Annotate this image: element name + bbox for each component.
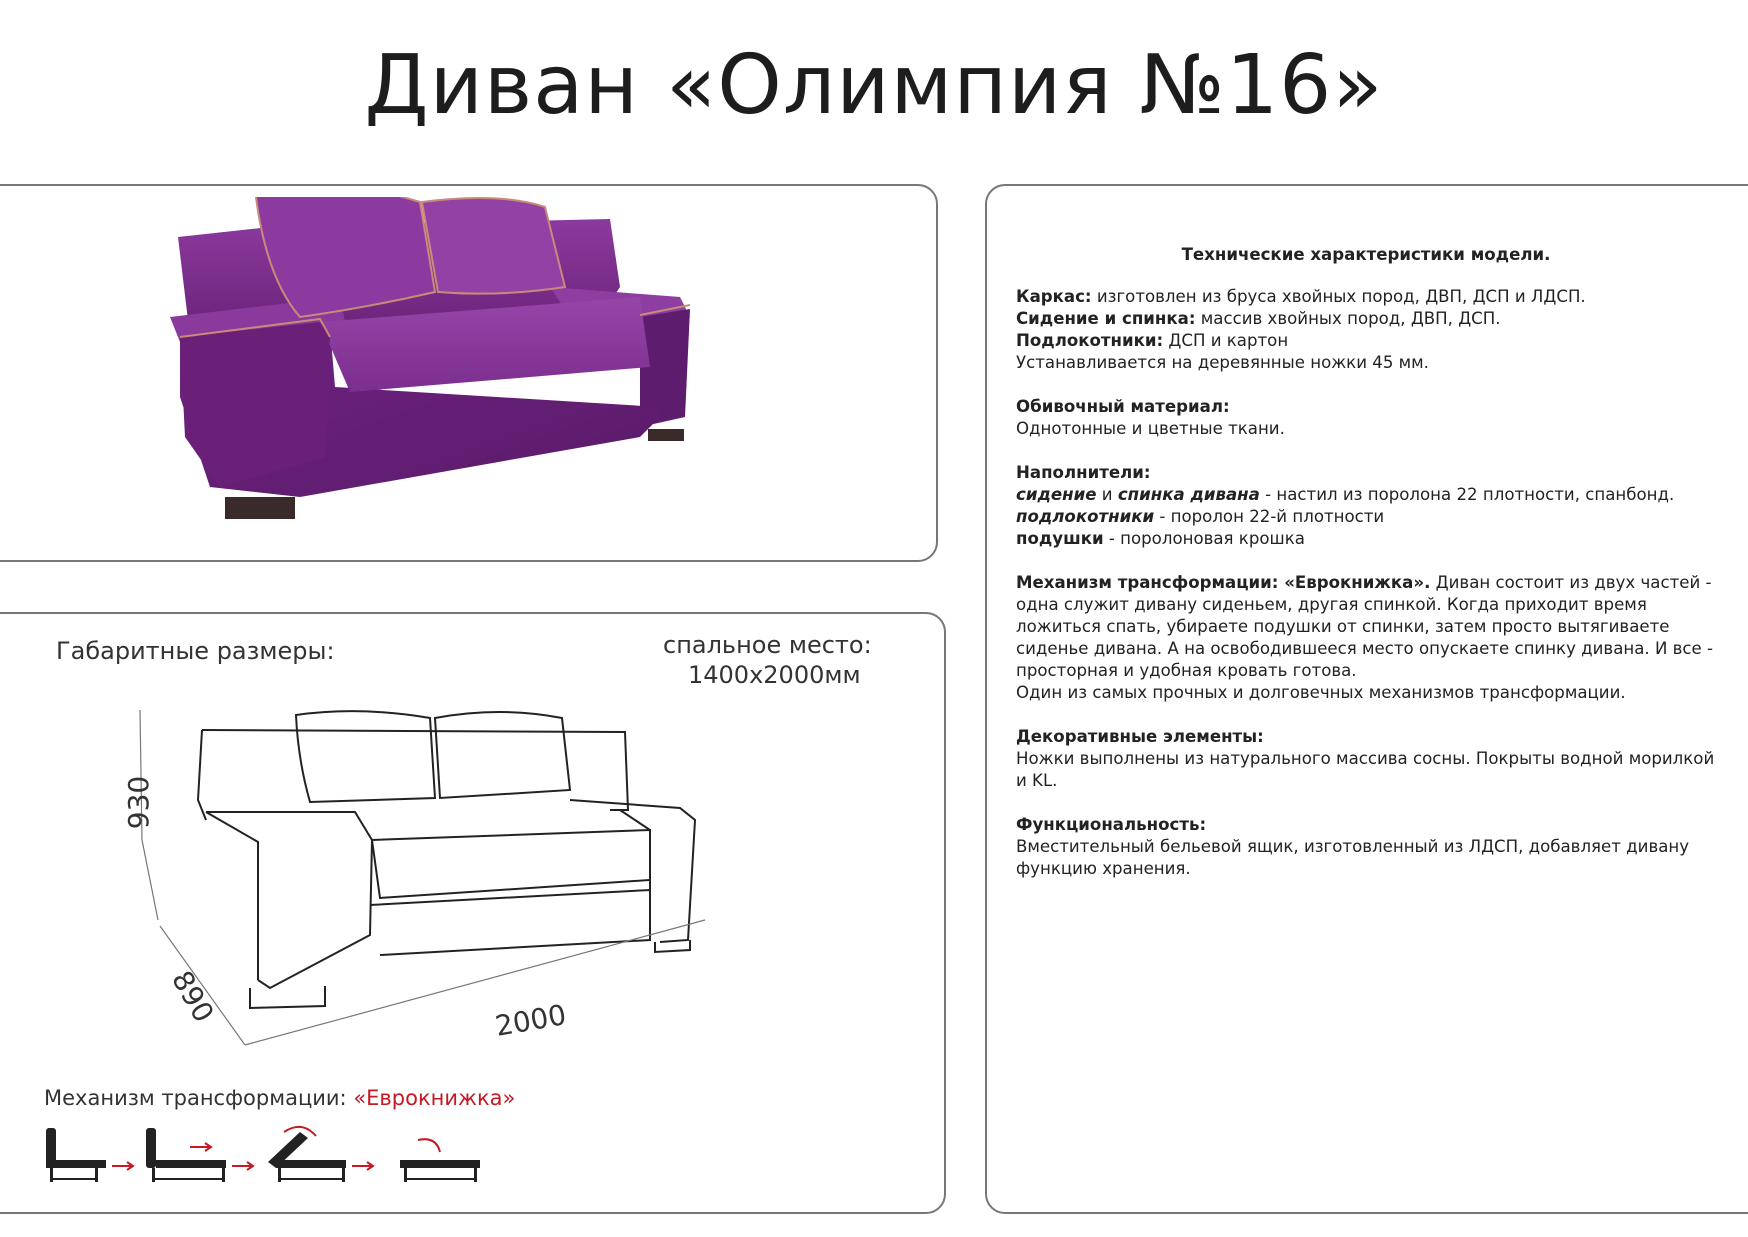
fill-and: и	[1096, 485, 1118, 504]
mechanism-label: Механизм трансформации:	[44, 1086, 347, 1110]
frame-text: изготовлен из бруса хвойных пород, ДВП, ДСП и ЛДСП.	[1091, 287, 1586, 306]
upholstery-label: Обивочный материал:	[1016, 397, 1230, 416]
sleeping-place-label: спальное место:	[663, 631, 872, 659]
fill-seat-a: сидение	[1016, 485, 1097, 504]
fill-arm-text: - поролон 22-й плотности	[1154, 507, 1385, 526]
height-dimension: 930	[122, 775, 156, 830]
armrest-label: Подлокотники:	[1016, 331, 1164, 350]
fill-seat-text: - настил из поролона 22 плотности, спанбонд.	[1259, 485, 1675, 504]
mech-label: Механизм трансформации: «Еврокнижка».	[1016, 573, 1431, 592]
depth-dimension: 890	[165, 965, 221, 1028]
mechanism-steps-diagram	[40, 1122, 500, 1192]
page-title: Диван «Олимпия №16»	[364, 38, 1384, 133]
dimensions-heading: Габаритные размеры:	[56, 637, 335, 665]
specs-fillers-block	[1016, 462, 1716, 550]
mechanism-step-1-icon	[46, 1128, 106, 1182]
seat-label: Сидение и спинка:	[1016, 309, 1196, 328]
fill-arm-label: подлокотники	[1016, 507, 1155, 526]
specs-heading: Технические характеристики модели.	[1181, 245, 1551, 264]
fillers-label: Наполнители:	[1016, 463, 1151, 482]
sofa-photo	[170, 197, 770, 547]
fill-pillow-text: - поролоновая крошка	[1103, 529, 1305, 548]
seat-text: массив хвойных пород, ДВП, ДСП.	[1195, 309, 1501, 328]
specs-upholstery-block	[1016, 396, 1716, 440]
specs-decor-block	[1016, 726, 1716, 792]
mech-text-2: Один из самых прочных и долговечных механизмов трансформации.	[1016, 683, 1626, 702]
mechanism-step-4-icon	[400, 1160, 480, 1182]
frame-label: Каркас:	[1016, 287, 1092, 306]
armrest-text: ДСП и картон	[1163, 331, 1289, 350]
sleeping-place-size: 1400x2000мм	[688, 661, 861, 689]
decor-label: Декоративные элементы:	[1016, 727, 1264, 746]
mechanism-name: «Еврокнижка»	[353, 1086, 516, 1110]
mechanism-step-2-icon	[146, 1128, 226, 1182]
fill-pillow-label: подушки	[1016, 529, 1104, 548]
specs-function-block	[1016, 814, 1716, 880]
upholstery-text: Однотонные и цветные ткани.	[1016, 419, 1285, 438]
func-text: Вместительный бельевой ящик, изготовленный из ЛДСП, добавляет дивану функцию хранения.	[1016, 837, 1690, 878]
specs-mechanism-block	[1016, 572, 1716, 704]
mech-text: Диван состоит из двух частей - одна служит дивану сиденьем, другая спинкой. Когда приходит время ложиться спать, убираете подушки от спинки, затем просто вытягиваете сиденье дивана. А на освободившееся место опускаете спинку дивана. И все - просторная и удобная кровать готова.	[1016, 573, 1714, 680]
mechanism-step-3-icon	[268, 1132, 346, 1182]
decor-text: Ножки выполнены из натурального массива сосны. Покрыты водной морилкой и KL.	[1016, 749, 1715, 790]
specifications-text	[1016, 244, 1716, 902]
width-dimension: 2000	[492, 998, 569, 1043]
func-label: Функциональность:	[1016, 815, 1207, 834]
legs-text: Устанавливается на деревянные ножки 45 мм.	[1016, 353, 1429, 372]
fill-seat-b: спинка дивана	[1117, 485, 1260, 504]
specs-frame-block	[1016, 286, 1716, 374]
mechanism-caption	[44, 1086, 515, 1110]
